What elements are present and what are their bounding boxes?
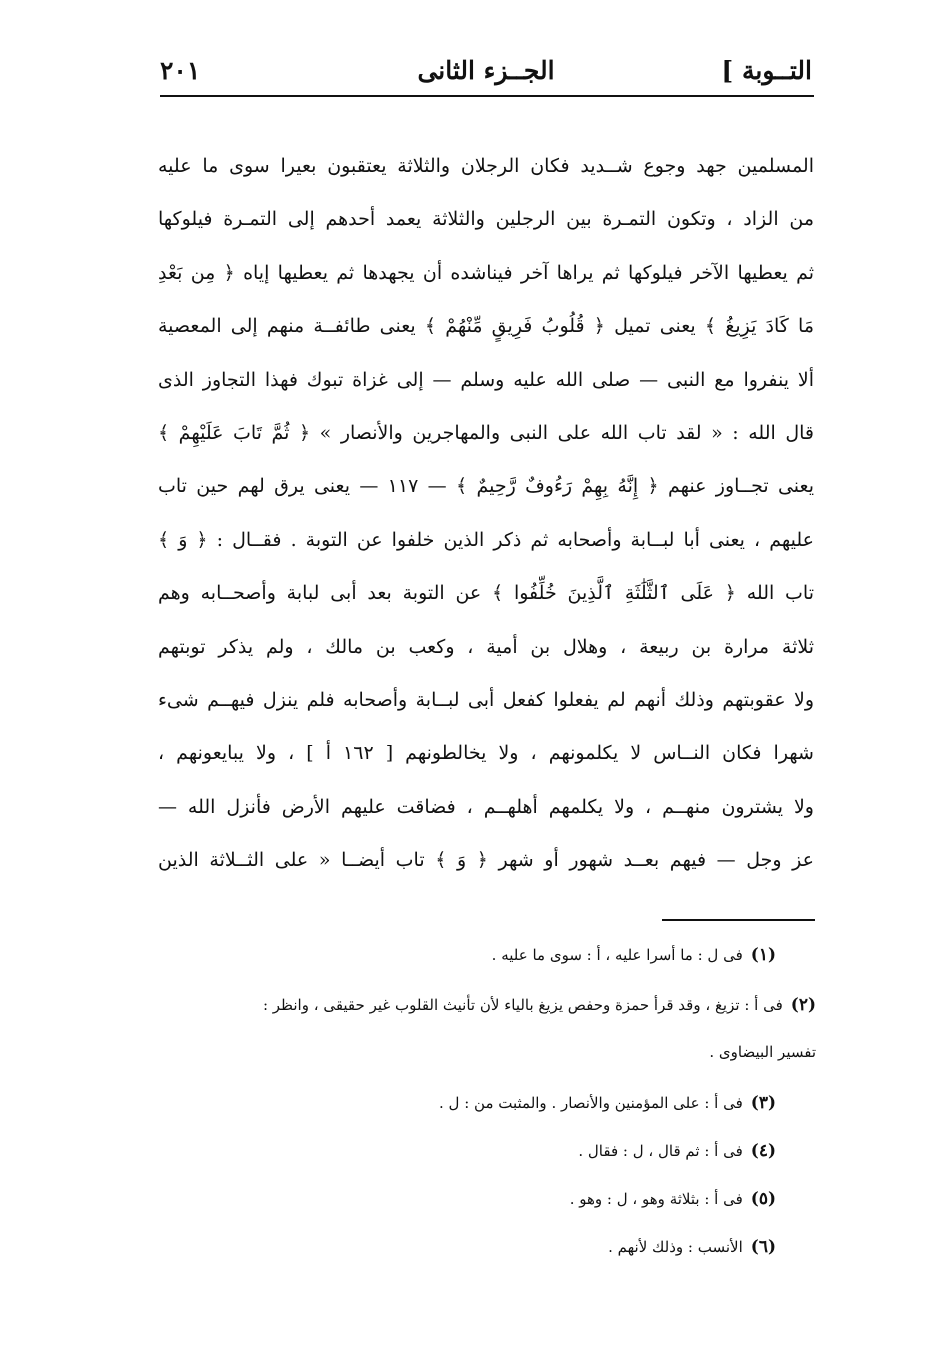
footnote: [492, 945, 776, 965]
footnote-text: فى أ : بثلاثة وهو ، ل : وهو .: [569, 1190, 743, 1208]
footnote: [439, 1093, 776, 1113]
text-line: ولا عقوبتهم وذلك أنهم لم يفعلوا كفعل أبى لبــابة وأصحابه فلم ينزل فيهــم شىء: [158, 688, 814, 711]
footnote-text: فى أ : على المؤمنين والأنصار . والمثبت من : ل .: [439, 1094, 743, 1112]
footnote-divider: [662, 919, 815, 921]
footnote-text: الأنسب : وذلك لأنهم .: [608, 1238, 743, 1256]
footnote-number: (٦): [750, 1237, 776, 1257]
footnote: [150, 995, 816, 1015]
text-line: ألا ينفروا مع النبى — صلى الله عليه وسلم — إلى غزاة تبوك فهذا التجاوز الذى: [158, 368, 814, 391]
footnote-number: (٣): [750, 1093, 776, 1113]
footnote-number: (١): [750, 945, 776, 965]
footnote-text: فى أ : تزيغ ، وقد قرأ حمزة وحفص يزيغ بالياء لأن تأنيث القلوب غير حقيقى ، وانظر :: [262, 996, 783, 1014]
footnote-text: فى أ : ثم قال ، ل : فقال .: [578, 1142, 743, 1160]
text-line: المسلمين جهد وجوع شــديد فكان الرجلان والثلاثة يعتقبون بعيرا سوى ما عليه: [158, 155, 814, 177]
text-line: من الزاد ، وتكون التمـرة بين الرجلين والثلاثة يعمد أحدهم إلى التمـرة فيلوكها: [158, 208, 814, 231]
text-line: مَا كَادَ يَزِيغُ ﴾ يعنى تميل ﴿ قُلُوبُ فَرِيقٍ مِّنْهُمْ ﴾ يعنى طائفــة منهم إلى المعصية: [158, 315, 814, 338]
footnote-text: فى ل : ما أسرا عليه ، أ : سوى ما عليه .: [491, 946, 743, 964]
text-line: ولا يشترون منهــم ، ولا يكلمهم أهلهــم ، فضاقت عليهم الأرض فأنزل الله —: [158, 795, 814, 818]
text-line: ثلاثة مرارة بن ربيعة ، وهلال بن أمية ، وكعب بن مالك ، ولم يذكر توبتهم: [158, 635, 814, 658]
text-line: تاب الله ﴿ عَلَى ٱلثَّلَٰثَةِ ٱلَّذِينَ خُلِّفُوا ﴾ عن التوبة بعد أبى لبابة وأصحــابه وهم: [158, 582, 814, 605]
text-line: قال الله : « لقد تاب الله على النبى والمهاجرين والأنصار » ﴿ ثُمَّ تَابَ عَلَيْهِمْ ﴾: [158, 421, 814, 444]
footnote: [608, 1237, 776, 1257]
text-line: شهرا فكان النــاس لا يكلمونهم ، ولا يخالطونهم [ ١٦٢ أ ] ، ولا يبايعونهم ،: [158, 742, 814, 765]
footnote-number: (٢): [790, 995, 816, 1015]
text-line: يعنى تجــاوز عنهم ﴿ إِنَّهُ بِهِمْ رَءُوفٌ رَّحِيمٌ ﴾ — ١١٧ — يعنى يرق لهم حين تاب: [158, 475, 814, 498]
surah-name: التــوبة ]: [721, 56, 812, 85]
text-line: عز وجل — فيهم بعــد شهور أو شهر ﴿ وَ ﴾ تاب أيضــا « على الثــلاثة الذين: [158, 849, 814, 872]
footnote: [570, 1189, 776, 1209]
page-header: [160, 52, 812, 92]
footnote: [578, 1141, 776, 1161]
footnote-text: تفسير البيضاوى .: [709, 1043, 816, 1061]
page-number: ٢٠١: [160, 56, 201, 85]
text-line: ثم يعطيها الآخر فيلوكها ثم يراها آخر فيناشده أن يجهدها ثم يعطيها إياه ﴿ مِن بَعْدِ: [158, 261, 814, 284]
main-text: [158, 140, 814, 887]
footnote-number: (٤): [750, 1141, 776, 1161]
header-divider: [160, 95, 814, 97]
part-title: الجــزء الثانى: [417, 56, 555, 85]
text-line: عليهم ، يعنى أبا لبــابة وأصحابه ثم ذكر الذين خلفوا عن التوبة . فقــال : ﴿ وَ ﴾: [158, 528, 814, 551]
footnote-number: (٥): [750, 1189, 776, 1209]
footnote: [709, 1043, 816, 1061]
